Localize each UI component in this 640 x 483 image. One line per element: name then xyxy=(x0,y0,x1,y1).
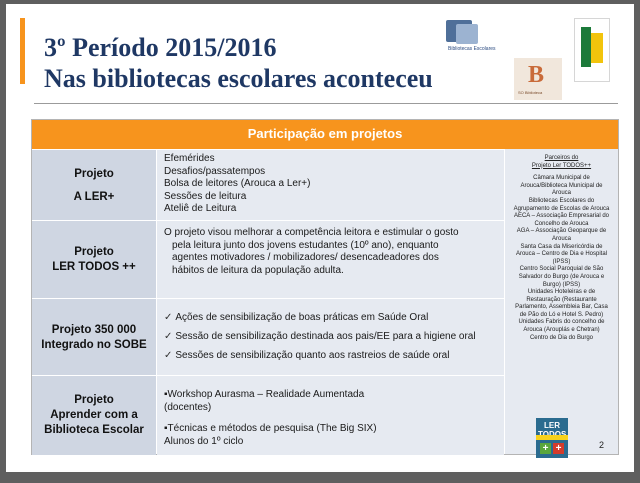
plus-icon: + xyxy=(540,443,551,454)
project-description: Efemérides Desafios/passatempos Bolsa de leitores (Arouca a Ler+) Sessões de leitura Ateliê de Leitura xyxy=(157,150,504,221)
project-description: ▪Workshop Aurasma – Realidade Aumentada (docentes) ▪Técnicas e métodos de pesquisa (The Big SIX) Alunos do 1º ciclo xyxy=(157,376,504,455)
partners-heading: Projeto Ler TODOS++ xyxy=(531,162,592,169)
partner-item: Arouca xyxy=(551,235,571,242)
rbe-logo-text: Bibliotecas Escolares xyxy=(448,46,496,52)
slide xyxy=(6,4,634,472)
accent-bar xyxy=(20,18,25,84)
project-description: ✓ Ações de sensibilização de boas práticas em Saúde Oral ✓ Sessão de sensibilização destinada aos pais/EE para a higiene oral ✓ Sessões de sensibilização quanto aos rastreios de saúde oral xyxy=(157,299,504,376)
school-logo xyxy=(574,18,610,82)
check-icon: ✓ xyxy=(164,331,173,342)
sobe-logo-letter: B xyxy=(528,62,545,88)
partner-item: AGA – Associação Geoparque de xyxy=(516,228,607,235)
partner-item: Salvador do Burgo (de Arouca e xyxy=(518,273,605,280)
partner-item: Unidades Fabris do concelho de xyxy=(518,319,605,326)
partner-item: Unidades Hoteleiras e de xyxy=(527,289,596,296)
partner-item: Arouca/Biblioteca Municipal de xyxy=(520,182,603,189)
title-line-2: Nas bibliotecas escolares aconteceu xyxy=(44,64,433,93)
project-name: Projeto A LER+ xyxy=(32,150,156,221)
partner-item: de Pão do Ló e Hotel S. Pedro) xyxy=(519,311,604,318)
partners-list xyxy=(505,149,618,454)
projects-table xyxy=(31,119,619,455)
partner-item: Centro Social Paroquial de São xyxy=(519,266,604,273)
ler-todos-logo-text: LER xyxy=(544,421,560,430)
project-description: O projeto visou melhorar a competência leitora e estimular o gosto pela leitura junto dos jovens estudantes (10º ano), enquanto agentes motivadores / mobilizadores/ desencadeadores dos hábitos de leitura da população adulta. xyxy=(157,221,504,299)
partner-item: Arouca – Centro de Dia e Hospital xyxy=(515,251,608,258)
table-row xyxy=(32,375,504,455)
partner-item: Câmara Municipal de xyxy=(533,175,590,182)
table-row xyxy=(32,220,504,299)
check-icon: ✓ xyxy=(164,312,173,323)
rbe-logo xyxy=(442,20,506,62)
page-number: 2 xyxy=(599,440,605,450)
table-header: Participação em projetos xyxy=(32,120,618,149)
partners-heading: Parceiros do xyxy=(544,155,579,161)
partner-item: (IPSS) xyxy=(552,258,571,265)
ler-todos-logo xyxy=(536,418,568,458)
sobe-logo xyxy=(514,58,562,100)
table-row xyxy=(32,149,504,221)
partner-item: Centro de Dia do Burgo xyxy=(529,334,594,341)
table-row xyxy=(32,298,504,376)
partner-item: Santa Casa da Misericórdia de xyxy=(520,243,603,250)
partner-item: Parlamento, Assembleia Bar, Casa xyxy=(515,304,608,311)
project-name: Projeto LER TODOS ++ xyxy=(32,221,156,299)
partner-item: Bibliotecas Escolares do xyxy=(528,197,595,204)
check-icon: ✓ xyxy=(164,350,173,361)
partner-item: Burgo) (IPSS) xyxy=(542,281,581,288)
title-divider xyxy=(34,103,618,104)
plus-icon: + xyxy=(553,443,564,454)
project-name: Projeto 350 000 Integrado no SOBE xyxy=(32,299,156,376)
partner-item: Arouca (Arouplás e Chetran) xyxy=(523,327,600,334)
slide-title xyxy=(44,32,433,94)
partner-item: Restauração (Restaurante xyxy=(526,296,597,303)
partner-item: AECA – Associação Empresarial do xyxy=(513,213,610,220)
partner-item: Concelho de Arouca xyxy=(534,220,589,227)
title-line-1: 3º Período 2015/2016 xyxy=(44,33,277,62)
partner-item: Agrupamento de Escolas de Arouca xyxy=(513,205,610,212)
partner-item: Arouca xyxy=(551,190,571,197)
sobe-logo-text: SO Biblioteca xyxy=(518,90,543,95)
project-name: Projeto Aprender com a Biblioteca Escolar xyxy=(32,376,156,455)
